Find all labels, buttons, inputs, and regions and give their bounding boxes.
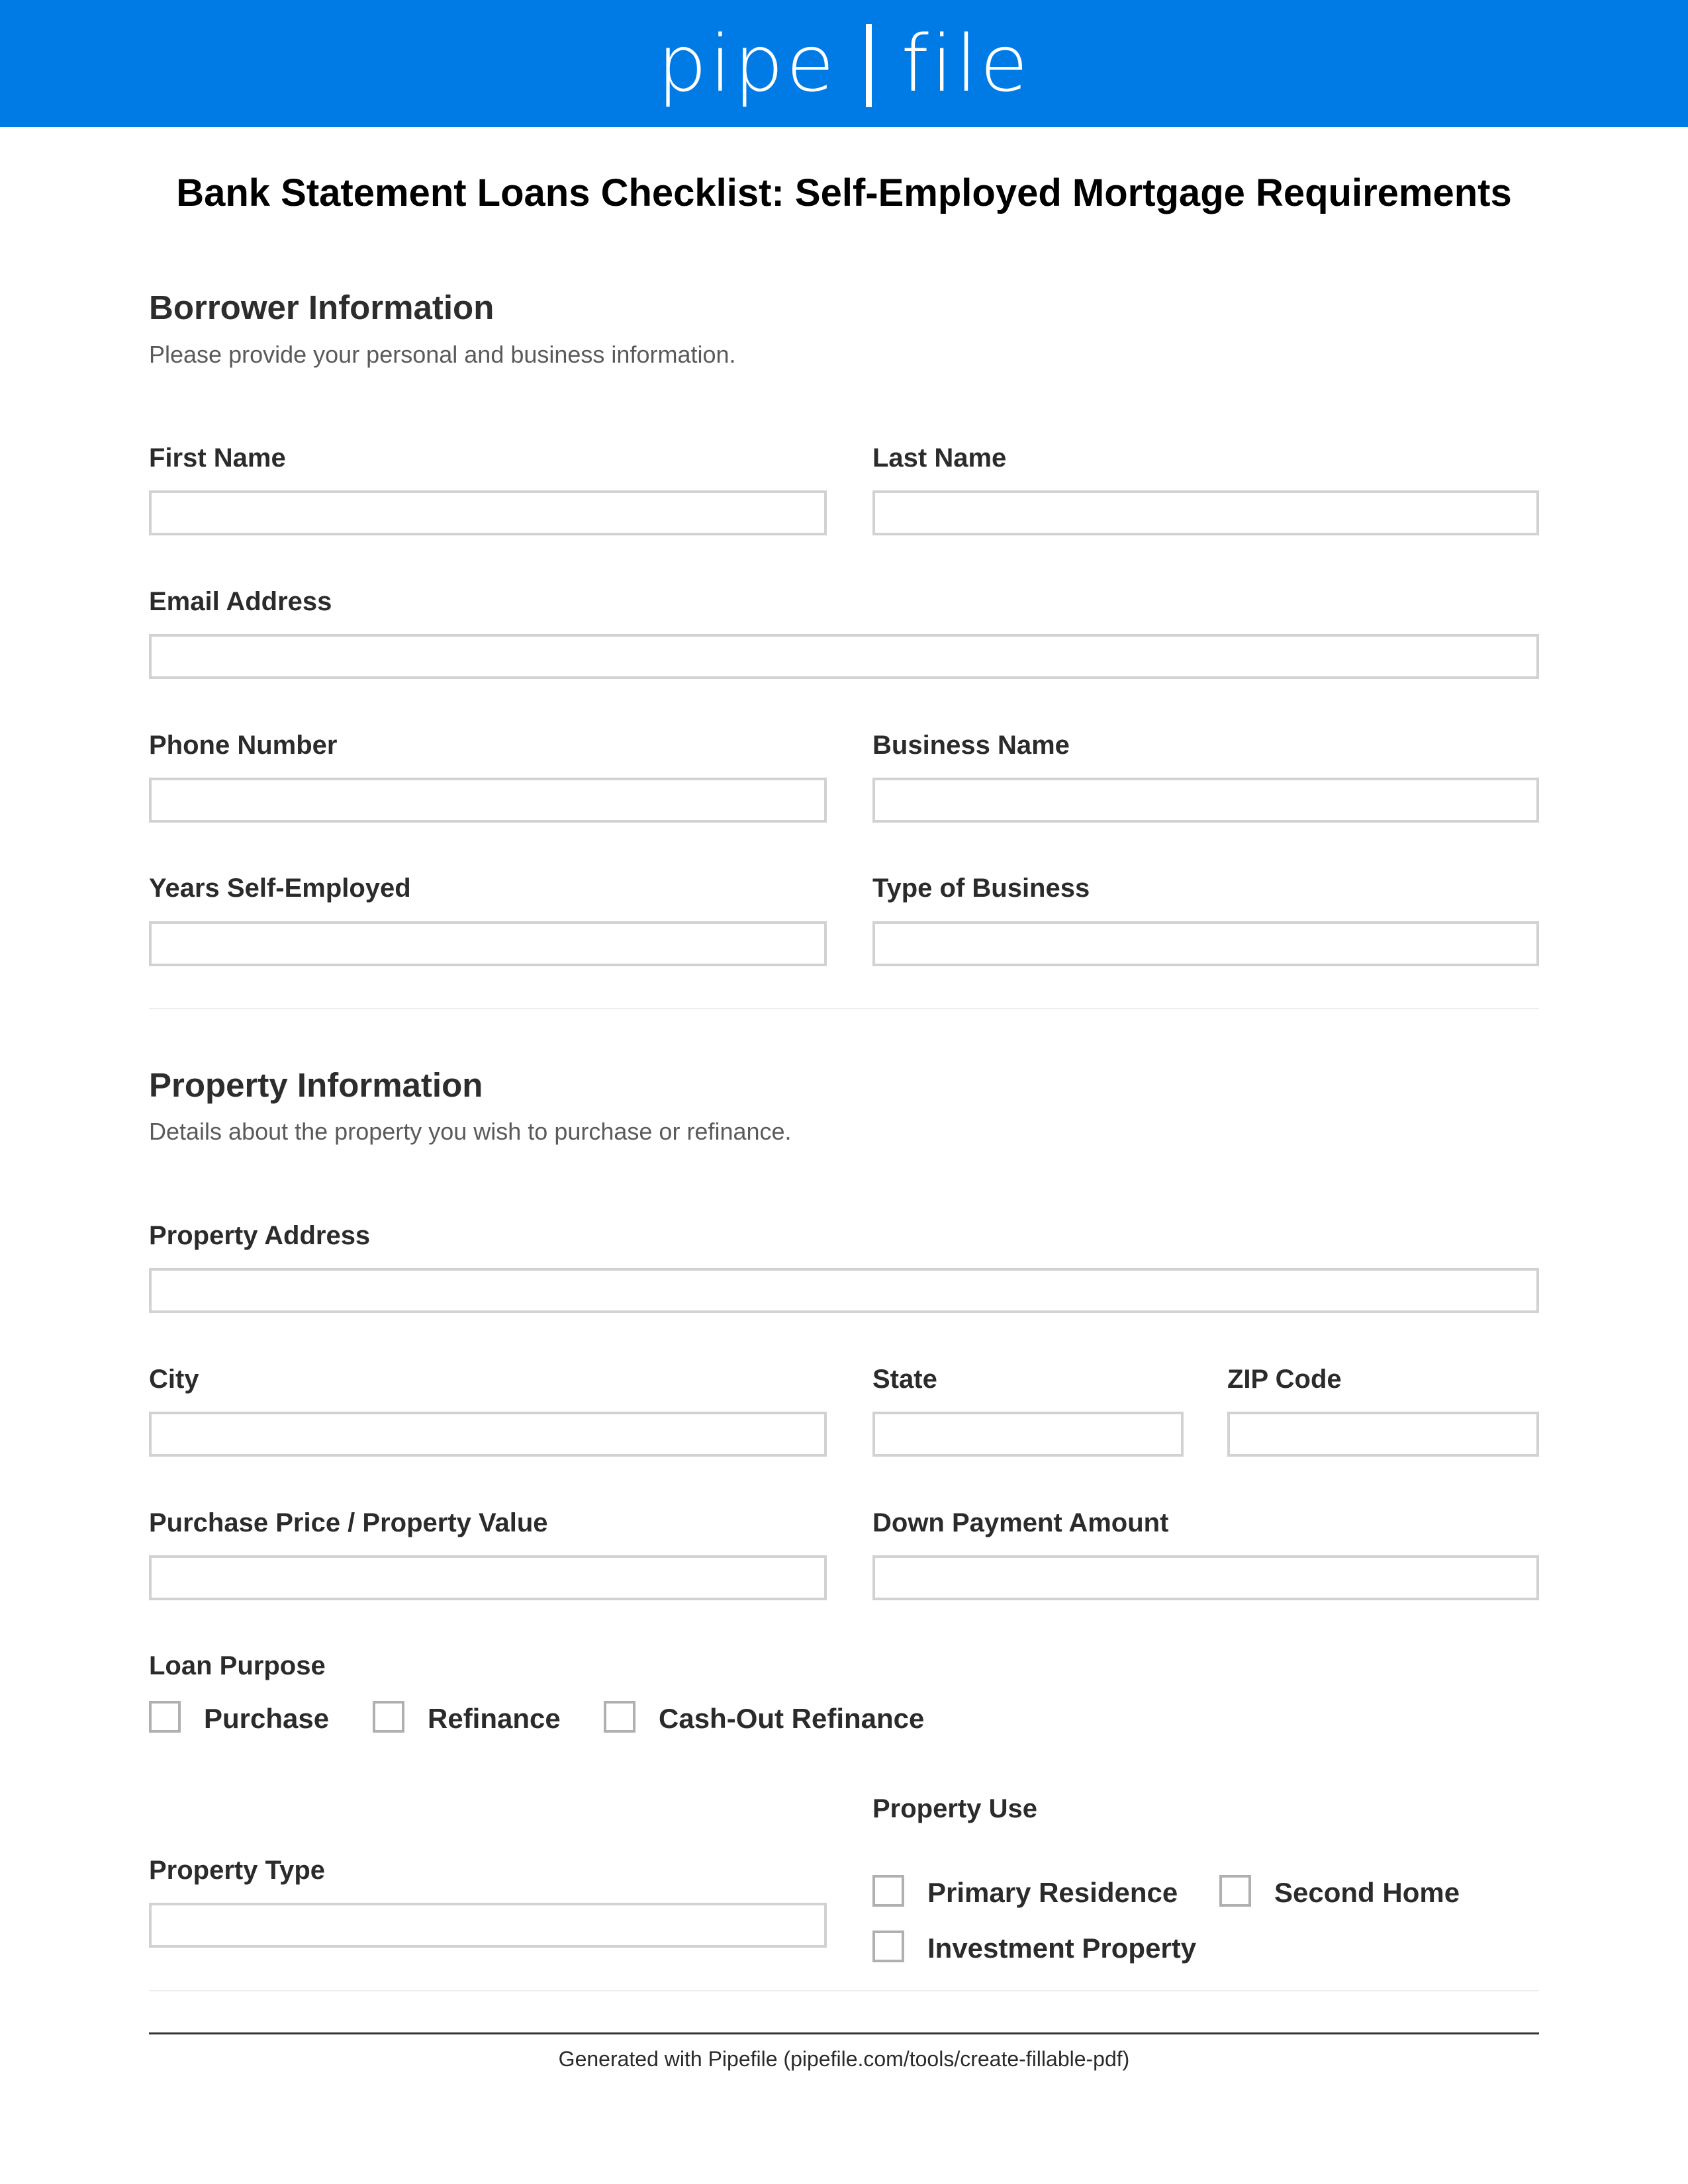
section-divider-bottom [149,1990,1539,1991]
last-name-field[interactable] [872,490,1539,535]
loan-purpose-refinance-checkbox[interactable] [373,1701,404,1733]
property-section-title: Property Information [149,1066,483,1104]
last-name-label: Last Name [872,443,1007,473]
purchase-price-field[interactable] [149,1555,827,1600]
property-use-investment-property-label: Investment Property [927,1933,1197,1964]
down-payment-field[interactable] [872,1555,1539,1600]
loan-purpose-refinance-label: Refinance [428,1703,561,1734]
state-field[interactable] [872,1412,1184,1457]
property-use-primary-residence-checkbox[interactable] [872,1875,904,1907]
years-self-employed-label: Years Self-Employed [149,874,411,903]
loan-purpose-purchase-label: Purchase [204,1703,330,1734]
loan-purpose-cash-out-refinance-checkbox[interactable] [604,1701,635,1733]
footer-rule [149,2032,1539,2034]
city-field[interactable] [149,1412,827,1457]
email-label: Email Address [149,587,332,616]
business-name-field[interactable] [872,778,1539,823]
property-use-primary-residence-label: Primary Residence [927,1877,1178,1908]
pipefile-logo [0,0,1688,127]
loan-purpose-cash-out-refinance-label: Cash-Out Refinance [659,1703,925,1734]
document-title: Bank Statement Loans Checklist: Self-Employed Mortgage Requirements [176,171,1512,214]
section-divider [149,1008,1539,1009]
business-type-label: Type of Business [872,874,1090,903]
property-section-description: Details about the property you wish to purchase or refinance. [149,1118,792,1145]
down-payment-label: Down Payment Amount [872,1508,1169,1537]
footer-text: Generated with Pipefile (pipefile.com/tools/create-fillable-pdf) [558,2047,1130,2071]
phone-field[interactable] [149,778,827,823]
first-name-label: First Name [149,443,286,473]
zip-code-field[interactable] [1227,1412,1539,1457]
first-name-field[interactable] [149,490,827,535]
business-type-field[interactable] [872,921,1539,966]
phone-label: Phone Number [149,731,338,760]
property-use-label: Property Use [872,1794,1037,1823]
property-address-label: Property Address [149,1221,371,1250]
property-type-field[interactable] [149,1903,827,1948]
property-address-field[interactable] [149,1268,1539,1313]
loan-purpose-label: Loan Purpose [149,1651,326,1680]
purchase-price-label: Purchase Price / Property Value [149,1508,548,1537]
property-use-second-home-label: Second Home [1274,1877,1460,1908]
email-field[interactable] [149,634,1539,679]
loan-purpose-purchase-checkbox[interactable] [149,1701,181,1733]
city-label: City [149,1365,199,1394]
years-self-employed-field[interactable] [149,921,827,966]
logo-separator [866,24,872,107]
borrower-section-description: Please provide your personal and business information. [149,341,736,368]
borrower-section-title: Borrower Information [149,289,494,326]
logo-text-pipe: pipe [657,18,837,109]
logo-text-file: file [901,18,1031,109]
property-type-label: Property Type [149,1856,325,1885]
state-label: State [872,1365,937,1394]
business-name-label: Business Name [872,731,1070,760]
property-use-investment-property-checkbox[interactable] [872,1931,904,1962]
property-use-second-home-checkbox[interactable] [1219,1875,1251,1907]
zip-code-label: ZIP Code [1227,1365,1342,1394]
